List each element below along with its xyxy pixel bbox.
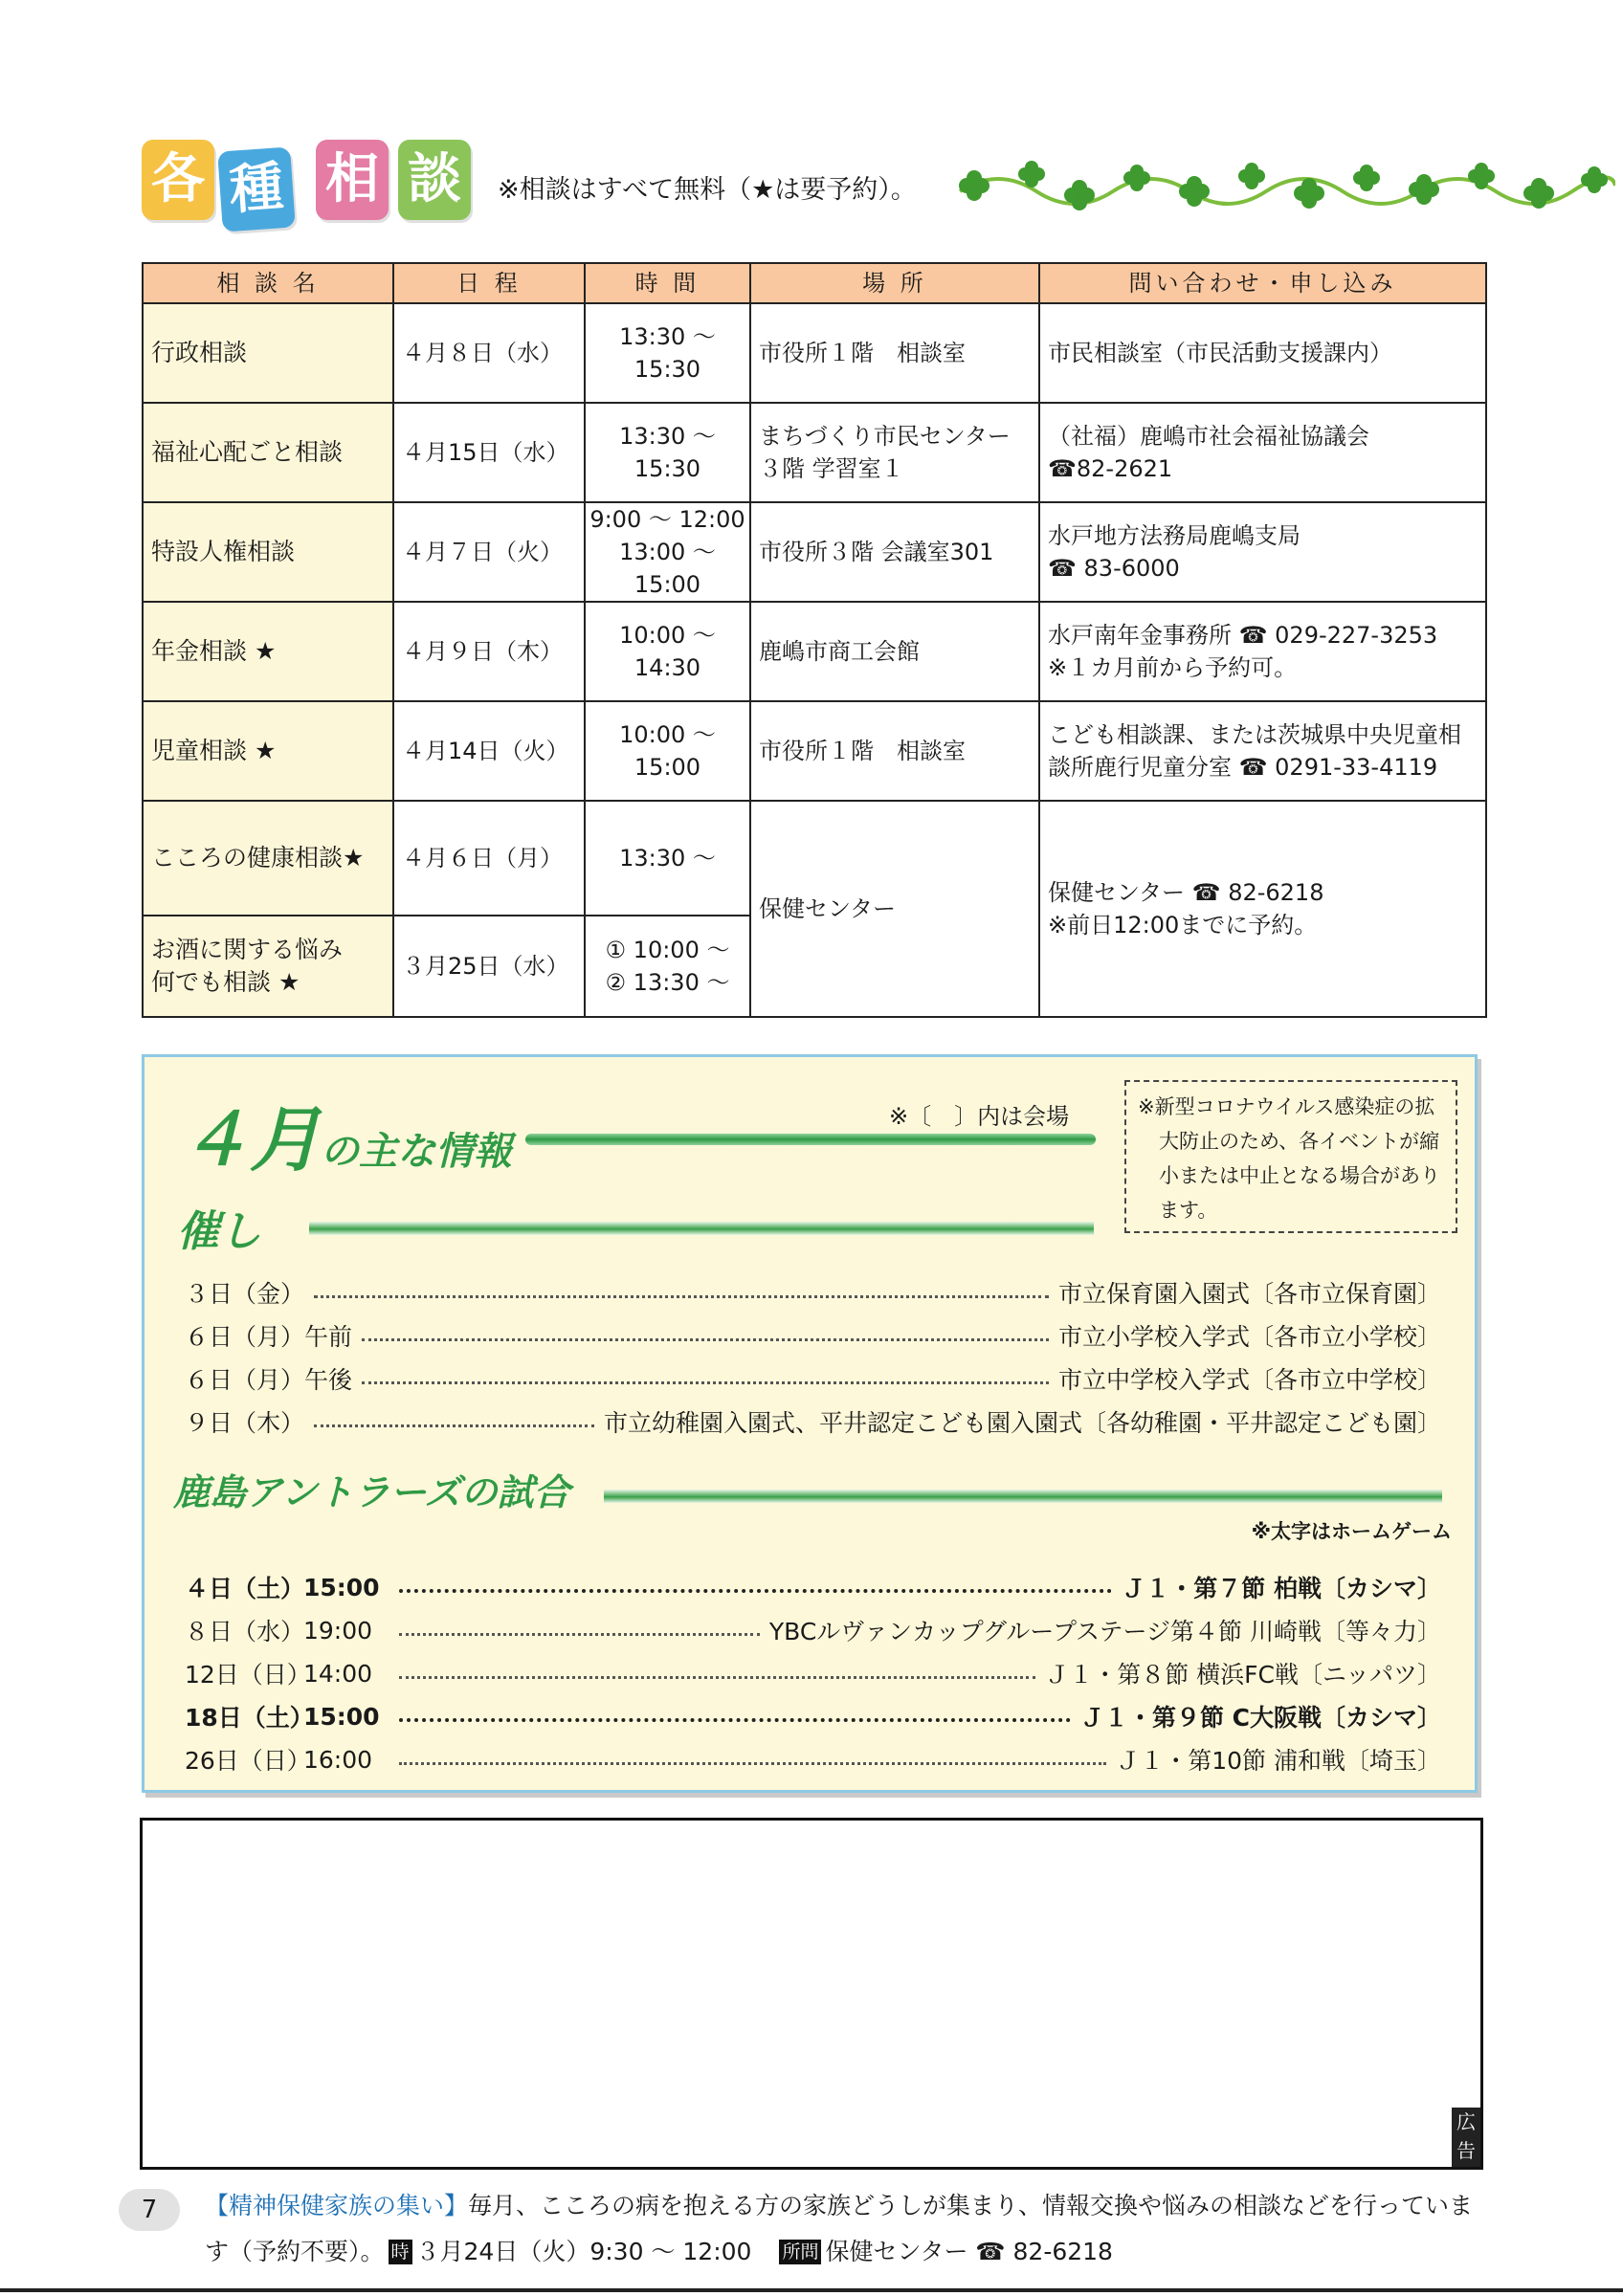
venue-note: ※〔 〕内は会場	[889, 1103, 1070, 1130]
match-time: 14:00	[303, 1659, 373, 1688]
consultation-table	[142, 262, 1487, 1018]
table-row	[143, 403, 1486, 502]
row-place: 市役所３階 会議室301	[750, 502, 1039, 602]
events-heading: 催し	[177, 1207, 261, 1256]
footer-text: 毎月、こころの病を抱える方の家族どうしが集まり、情報交換や悩みの相談などを行っています（予約不要）。	[205, 2192, 1474, 2265]
row-name: お酒に関する悩み 何でも相談 ★	[143, 916, 393, 1017]
match-date: 12日（日）	[185, 1661, 311, 1689]
table-row	[143, 303, 1486, 403]
row-time: 9:00 ～ 12:00 13:00 ～ 15:00	[585, 502, 750, 602]
row-date: ４月14日（火）	[393, 701, 585, 801]
row-time: 13:30 ～ 15:30	[585, 403, 750, 502]
match-time: 19:00	[303, 1616, 373, 1645]
footer-time: ３月24日（火）9:30 ～ 12:00	[415, 2238, 752, 2265]
ad-label: 広告	[1452, 2108, 1480, 2167]
footer-title: 【精神保健家族の集い】	[205, 2192, 469, 2219]
home-game-note: ※太字はホームゲーム	[1251, 1520, 1452, 1543]
title-tile-2: 種	[217, 146, 296, 232]
free-consultation-note: ※相談はすべて無料（★は要予約）。	[498, 175, 917, 205]
event-date: ６日（月）午後	[185, 1366, 353, 1394]
match-desc: Ｊ１・第10節 浦和戦〔埼玉〕	[1116, 1747, 1441, 1775]
match-desc: Ｊ１・第８節 横浜FC戦〔ニッパツ〕	[1045, 1661, 1441, 1689]
title-tile-1: 各	[142, 140, 214, 220]
row-date: ４月６日（月）	[393, 801, 585, 916]
header-place: 場 所	[750, 263, 1039, 303]
row-place: 市役所１階 相談室	[750, 701, 1039, 801]
row-name: 特設人権相談	[143, 502, 393, 602]
match-row	[185, 1568, 1441, 1606]
header-date: 日 程	[393, 263, 585, 303]
match-desc: Ｊ１・第７節 柏戦〔カシマ〕	[1122, 1575, 1441, 1602]
covid-notice: ※新型コロナウイルス感染症の拡大防止のため、各イベントが縮小または中止となる場合があります。	[1124, 1080, 1457, 1233]
event-desc: 市立幼稚園入園式、平井認定こども園入園式〔各幼稚園・平井認定こども園〕	[603, 1409, 1441, 1437]
match-row	[185, 1654, 1441, 1692]
match-row	[185, 1611, 1441, 1649]
title-tile-4: 談	[398, 140, 471, 220]
event-row	[185, 1402, 1441, 1441]
match-time: 15:00	[303, 1573, 380, 1601]
shared-contact: 保健センター ☎ 82-6218 ※前日12:00までに予約。	[1039, 801, 1486, 1017]
table-row	[143, 701, 1486, 801]
footer-place: 保健センター ☎ 82-6218	[825, 2238, 1113, 2265]
table-row	[143, 602, 1486, 701]
april-info-box	[142, 1054, 1478, 1793]
row-time: ① 10:00 ～ ② 13:30 ～	[585, 916, 750, 1017]
row-contact: 市民相談室（市民活動支援課内）	[1039, 303, 1486, 403]
antlers-heading: 鹿島アントラーズの試合	[173, 1471, 570, 1513]
row-contact: （社福）鹿嶋市社会福祉協議会 ☎82-2621	[1039, 403, 1486, 502]
table-row	[143, 502, 1486, 602]
row-place: 鹿嶋市商工会館	[750, 602, 1039, 701]
row-place: まちづくり市民センター ３階 学習室１	[750, 403, 1039, 502]
match-row	[185, 1697, 1441, 1735]
page-number: 7	[119, 2189, 180, 2231]
row-date: ４月15日（水）	[393, 403, 585, 502]
event-date: ９日（木）	[185, 1409, 305, 1437]
match-date: 26日（日）	[185, 1747, 311, 1775]
title-underline	[525, 1134, 1096, 1145]
section-header	[142, 136, 1481, 232]
april-title	[179, 1084, 512, 1185]
antlers-heading-line	[604, 1490, 1442, 1503]
april-title-rest: の主な情報	[321, 1130, 512, 1174]
clover-vine-icon	[955, 157, 1615, 214]
row-name: こころの健康相談★	[143, 801, 393, 916]
row-date: ３月25日（水）	[393, 916, 585, 1017]
bottom-rule	[0, 2288, 1623, 2292]
match-date: ８日（水）	[185, 1618, 305, 1645]
event-desc: 市立小学校入学式〔各市立小学校〕	[1057, 1323, 1441, 1351]
event-row	[185, 1316, 1441, 1355]
header-contact: 問い合わせ・申し込み	[1039, 263, 1486, 303]
event-row	[185, 1359, 1441, 1398]
row-time: 13:30 ～ 15:30	[585, 303, 750, 403]
row-name: 年金相談 ★	[143, 602, 393, 701]
match-date: 18日（土）	[185, 1704, 314, 1732]
row-date: ４月７日（火）	[393, 502, 585, 602]
shared-place: 保健センター	[750, 801, 1039, 1017]
match-time: 16:00	[303, 1745, 373, 1774]
row-name: 行政相談	[143, 303, 393, 403]
row-time: 10:00 ～ 15:00	[585, 701, 750, 801]
match-desc: YBCルヴァンカップグループステージ第４節 川崎戦〔等々力〕	[768, 1618, 1441, 1645]
row-contact: 水戸地方法務局鹿嶋支局 ☎ 83-6000	[1039, 502, 1486, 602]
title-tile-3: 相	[316, 140, 389, 220]
row-place: 市役所１階 相談室	[750, 303, 1039, 403]
row-contact: 水戸南年金事務所 ☎ 029-227-3253 ※１カ月前から予約可。	[1039, 602, 1486, 701]
match-row	[185, 1740, 1441, 1778]
table-header-row	[143, 263, 1486, 303]
event-desc: 市立保育園入園式〔各市立保育園〕	[1057, 1280, 1441, 1308]
events-heading-line	[309, 1222, 1094, 1235]
time-tag: 時	[389, 2240, 412, 2264]
row-date: ４月８日（水）	[393, 303, 585, 403]
row-contact: こども相談課、または茨城県中央児童相談所鹿行児童分室 ☎ 0291-33-4119	[1039, 701, 1486, 801]
row-date: ４月９日（木）	[393, 602, 585, 701]
header-time: 時 間	[585, 263, 750, 303]
row-time: 13:30 ～	[585, 801, 750, 916]
event-row	[185, 1273, 1441, 1312]
event-date: ６日（月）午前	[185, 1323, 353, 1351]
table-row	[143, 801, 1486, 916]
place-tag: 所問	[779, 2240, 821, 2264]
event-desc: 市立中学校入学式〔各市立中学校〕	[1057, 1366, 1441, 1394]
event-date: ３日（金）	[185, 1280, 305, 1308]
match-date: ４日（土）	[185, 1575, 305, 1602]
header-name: 相 談 名	[143, 263, 393, 303]
row-time: 10:00 ～ 14:30	[585, 602, 750, 701]
advertisement-box	[140, 1818, 1483, 2170]
match-desc: Ｊ１・第９節 C大阪戦〔カシマ〕	[1079, 1704, 1441, 1732]
match-time: 15:00	[303, 1702, 380, 1731]
row-name: 児童相談 ★	[143, 701, 393, 801]
footer-notice	[205, 2183, 1483, 2275]
april-title-month: ４月	[179, 1099, 321, 1181]
row-name: 福祉心配ごと相談	[143, 403, 393, 502]
